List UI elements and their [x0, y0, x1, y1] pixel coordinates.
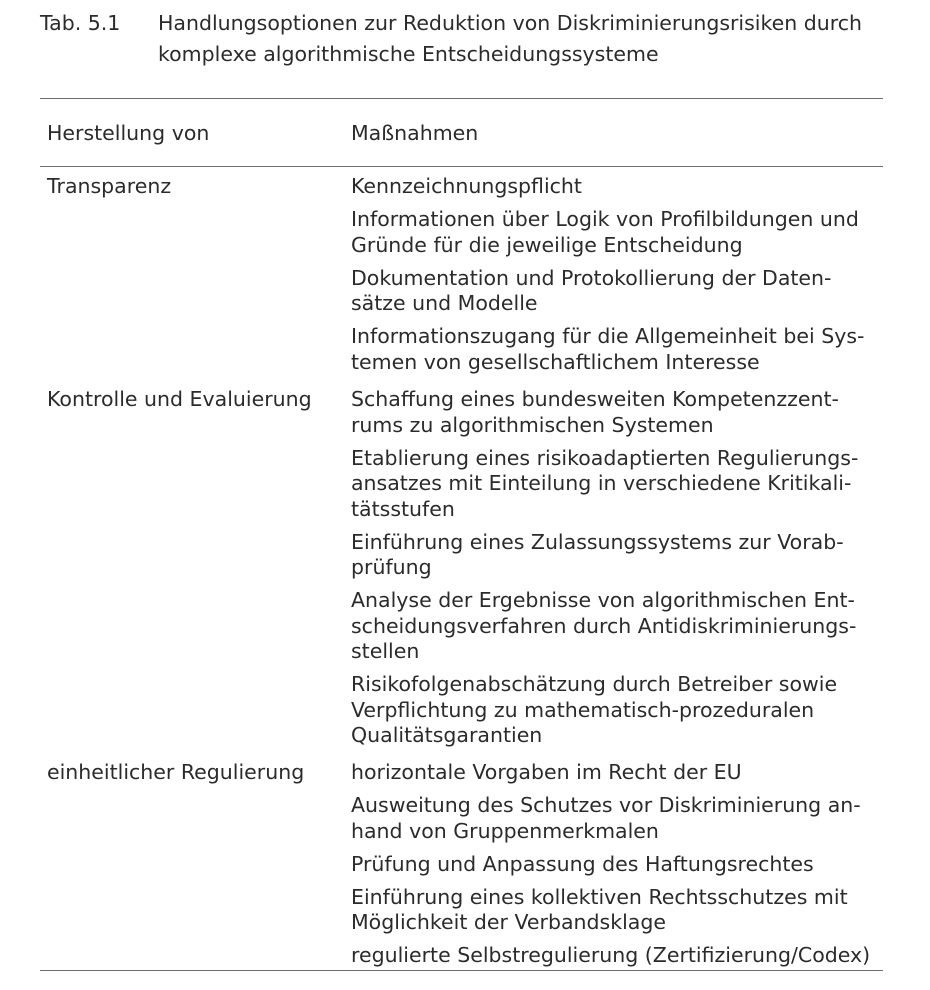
measure-line: Verpflichtung zu mathematisch-prozeduralen [351, 697, 815, 722]
measure-item [351, 672, 883, 749]
row-label: Kontrolle und Evaluierung [47, 387, 312, 411]
measure-item [351, 943, 883, 969]
measure-line: Dokumentation und Protokollierung der Daten- [351, 265, 832, 290]
measures-list [351, 174, 883, 383]
measure-line: Gründe für die jeweilige Entscheidung [351, 232, 743, 257]
measure-item [351, 793, 883, 844]
measures-list [351, 760, 883, 976]
measure-line: Analyse der Ergebnisse von algorithmischen Ent- [351, 588, 855, 612]
row-label: Transparenz [47, 174, 172, 198]
measure-line: tätsstufen [351, 496, 455, 521]
measure-item [351, 207, 883, 258]
measure-line: Schaffung eines bundesweiten Kompetenzzent- [351, 387, 839, 411]
measure-line: hand von Gruppenmerkmalen [351, 818, 659, 843]
table-number: Tab. 5.1 [40, 11, 121, 35]
measure-line: Kennzeichnungspflicht [351, 174, 582, 198]
table-title-line: Handlungsoptionen zur Reduktion von Diskriminierungsrisiken durch [158, 11, 863, 35]
measure-item [351, 530, 883, 581]
table-top-rule [40, 98, 883, 99]
column-header-massnahmen: Maßnahmen [351, 121, 479, 145]
table-bottom-rule [40, 970, 883, 971]
table-caption [40, 8, 920, 70]
table-title-line: komplexe algorithmische Entscheidungssysteme [158, 42, 659, 66]
measure-line: Prüfung und Anpassung des Haftungsrechtes [351, 851, 814, 876]
measure-line: Risikofolgenabschätzung durch Betreiber sowie [351, 672, 838, 696]
measure-line: scheidungsverfahren durch Antidiskriminierungs- [351, 613, 857, 638]
measure-item [351, 885, 883, 936]
measure-line: Etablierung eines risikoadaptierten Regulierungs- [351, 445, 859, 470]
measure-line: Einführung eines kollektiven Rechtsschutzes mit [351, 884, 848, 909]
measure-item [351, 446, 883, 523]
measure-line: Ausweitung des Schutzes vor Diskriminierung an- [351, 793, 861, 817]
measure-item [351, 387, 883, 438]
measure-line: Informationen über Logik von Profilbildungen und [351, 207, 859, 231]
column-header-herstellung: Herstellung von [47, 121, 210, 145]
measure-line: regulierte Selbstregulierung (Zertifizierung/Codex) [351, 943, 871, 967]
measure-item [351, 588, 883, 665]
measure-item [351, 266, 883, 317]
measure-line: ansatzes mit Einteilung in verschiedene Kritikali- [351, 471, 852, 495]
measures-list [351, 387, 883, 756]
measure-line: Informationszugang für die Allgemeinheit bei Sys- [351, 324, 865, 348]
measure-line: rums zu algorithmischen Systemen [351, 412, 714, 437]
measure-item [351, 324, 883, 375]
measure-item [351, 760, 883, 786]
measure-line: temen von gesellschaftlichem Interesse [351, 349, 760, 374]
measure-line: prüfung [351, 555, 432, 579]
measure-line: Einführung eines Zulassungssystems zur Vorab- [351, 529, 844, 554]
table-header-rule [40, 166, 883, 167]
row-label: einheitlicher Regulierung [47, 760, 305, 784]
measure-item [351, 174, 883, 200]
measure-item [351, 852, 883, 878]
table-title [158, 8, 920, 70]
measure-line: sätze und Modelle [351, 291, 538, 315]
measure-line: horizontale Vorgaben im Recht der EU [351, 760, 742, 784]
measure-line: stellen [351, 639, 420, 663]
measure-line: Möglichkeit der Verbandsklage [351, 910, 666, 934]
measure-line: Qualitätsgarantien [351, 723, 543, 747]
